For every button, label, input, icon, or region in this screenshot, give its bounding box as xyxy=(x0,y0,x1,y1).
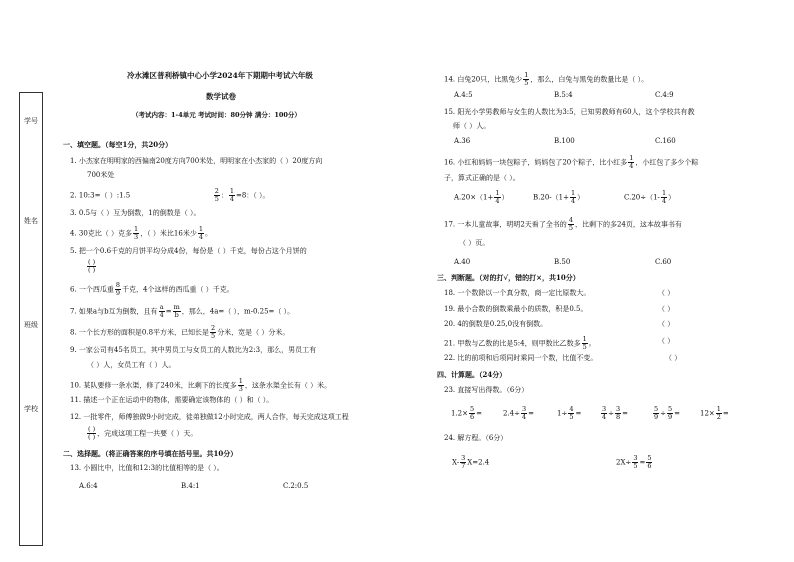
question-17: 17. 一本儿童故事，明明2天看了全书的 $\frac{4}{5}$ ，比剩下的多24页，这本故事书有 xyxy=(444,216,682,232)
question-14-option-c: C.4:9 xyxy=(655,91,674,99)
question-24: 24. 解方程。（6分） xyxy=(444,434,508,442)
exam-subject: 数学试卷 xyxy=(206,92,236,101)
question-14-option-a: A.4:5 xyxy=(454,91,473,99)
question-22-answer: （ ） xyxy=(665,354,682,362)
question-20-answer: （ ） xyxy=(658,320,675,328)
question-13-option-a: A.6:4 xyxy=(79,482,98,490)
question-8: 8. 一个长方形的面积是0.8平方米，已知长是 $\frac{2}{5}$ 分米，宽是（ ）分米。 xyxy=(70,324,290,340)
question-17-option-c: C.60 xyxy=(655,258,672,266)
calc-item-5: $\frac{5}{9}$ ÷ $\frac{5}{9}$ = xyxy=(654,405,681,421)
question-7: 7. 如果a与b互为倒数，且有 $\frac{a}{4}$ = $\frac{m}{b}$ ，那么，4a=（ ），m-0.25=（ ）。 xyxy=(70,303,295,319)
calc-item-3: 1÷ $\frac{4}{5}$ = xyxy=(557,405,582,421)
section-judge-heading: 三、判断题。（对的打√，错的打×，共10分） xyxy=(437,273,580,282)
question-15-option-b: B.100 xyxy=(554,137,575,145)
equation-1: X- $\frac{3}{7}$ X=2.4 xyxy=(452,454,490,470)
question-13-option-c: C.2:0.5 xyxy=(283,482,309,490)
class-label: 班级 xyxy=(24,321,38,329)
question-16-option-b: B.20-（1+ $\frac{1}{4}$ ） xyxy=(533,189,585,205)
question-15-line2: 师（ ）人。 xyxy=(453,122,491,130)
question-1-line2: 700米处 xyxy=(87,171,115,179)
question-2: 2. 10:3=（ ）:1.5 $\frac{2}{5}$ ： $\frac{1}{4}$ =8：（ ）。 xyxy=(70,187,270,203)
question-18: 18. 一个数除以一个真分数，商一定比原数大。 xyxy=(444,289,591,297)
question-4: 4. 30克比（ ）克多 $\frac{1}{3}$ ，（ ）米比16米少 $\frac{1}{4}$ 。 xyxy=(70,225,212,241)
question-14: 14. 白兔20只，比黑兔少 $\frac{1}{5}$ ，那么，白兔与黑兔的数量比是（ ）。 xyxy=(444,71,649,87)
question-12-line2: $\frac{( )}{( )}$ ，完成这项工程一共要（ ）天。 xyxy=(88,425,198,441)
question-16-option-a: A.20×（1+ $\frac{1}{4}$ ） xyxy=(454,189,509,205)
question-11: 11. 描述一个正在运动中的物体，需要确定该物体的（ ）和（ ）。 xyxy=(70,396,274,404)
student-id-label: 学号 xyxy=(24,117,38,125)
school-label: 学校 xyxy=(24,405,38,413)
binding-margin-box xyxy=(19,92,43,546)
section-calc-heading: 四、计算题。（24分） xyxy=(437,370,507,379)
question-21-answer: （ ） xyxy=(658,337,675,345)
question-14-option-b: B.5:4 xyxy=(554,91,573,99)
question-15-option-a: A.36 xyxy=(454,137,471,145)
exam-info: （考试内容：1-4单元 考试时间：80分钟 满分：100分） xyxy=(132,111,301,119)
question-21: 21. 甲数与乙数的比是5:4，则甲数比乙数多 $\frac{1}{5}$ 。 xyxy=(444,335,596,351)
question-9-line2: （ ）人，女员工有（ ）人。 xyxy=(87,361,176,369)
question-22: 22. 比的前项和后项同时乘同一个数，比值不变。 xyxy=(444,354,598,362)
section-choice-heading: 二、选择题。（将正确答案的序号填在括号里。共10分） xyxy=(63,449,238,458)
question-16: 16. 小红和妈妈一块包粽子，妈妈包了20个粽子，比小红多 $\frac{1}{4}$ ，小红包了多少个粽 xyxy=(444,154,699,170)
question-19-answer: （ ） xyxy=(658,305,675,313)
question-6: 6. 一个西瓜重 $\frac{8}{9}$ 千克，4个这样的西瓜重（ ）千克。 xyxy=(70,281,234,297)
question-23: 23. 直接写出得数。（6分） xyxy=(444,386,529,394)
question-17-line2: （ ）页。 xyxy=(459,239,490,247)
name-label: 姓名 xyxy=(24,217,38,225)
question-15-option-c: C.160 xyxy=(655,137,676,145)
question-13: 13. 小圆比中，比值和12:3的比值相等的是（ ）。 xyxy=(70,464,224,472)
calc-item-6: 12× $\frac{1}{2}$ = xyxy=(700,405,729,421)
section-fill-heading: 一、填空题。（每空1分，共20分） xyxy=(63,140,173,149)
question-5: 5. 把一个0.6千克的月饼平均分成4份，每份是（ ）千克，每份占这个月饼的 xyxy=(70,247,307,255)
question-9: 9. 一家公司有45名员工，其中男员工与女员工的人数比为2:3，那么，男员工有 xyxy=(70,346,317,354)
question-17-option-a: A.40 xyxy=(454,258,471,266)
question-15: 15. 阳光小学男教师与女生的人数比为3:5，已知男教师有60人，这个学校共有教 xyxy=(444,108,695,116)
question-13-option-b: B.4:1 xyxy=(181,482,200,490)
calc-item-2: 2.4÷ $\frac{3}{4}$ = xyxy=(503,405,535,421)
question-12: 12. 一批零件，师傅独做9小时完成，徒弟独做12小时完成，两人合作，每天完成这项工程 xyxy=(70,413,349,421)
question-1: 1. 小杰家在明明家的西偏南20度方向700米处，明明家在小杰家的（ ）20度方向 xyxy=(70,157,323,165)
question-18-answer: （ ） xyxy=(658,289,675,297)
question-10: 10. 某队要修一条水渠，修了240米，比剩下的长度多 $\frac{1}{3}$ ，这条水渠全长有（ ）米。 xyxy=(70,377,332,393)
question-19: 19. 最小合数的倒数乘最小的质数，积是0.5。 xyxy=(444,305,588,313)
question-17-option-b: B.50 xyxy=(554,258,571,266)
question-3: 3. 0.5与（ ）互为倒数，1的倒数是（ ）。 xyxy=(70,209,201,217)
question-20: 20. 4的倒数是0.25,0没有倒数。 xyxy=(444,320,548,328)
question-16-option-c: C.20÷（1- $\frac{1}{4}$ ） xyxy=(624,189,676,205)
question-5-blank-fraction: $\frac{( )}{( )}$ xyxy=(88,258,96,274)
exam-title: 冷水滩区普利桥镇中心小学2024年下期期中考试六年级 xyxy=(127,71,313,80)
calc-item-1: 1.2× $\frac{5}{6}$ = xyxy=(451,405,483,421)
equation-2: 2X÷ $\frac{3}{5}$ = $\frac{5}{6}$ xyxy=(616,454,652,470)
question-16-line2: 子，算式正确的是（ ）。 xyxy=(444,174,520,182)
calc-item-4: $\frac{3}{4}$ ÷ $\frac{3}{8}$ = xyxy=(602,405,629,421)
